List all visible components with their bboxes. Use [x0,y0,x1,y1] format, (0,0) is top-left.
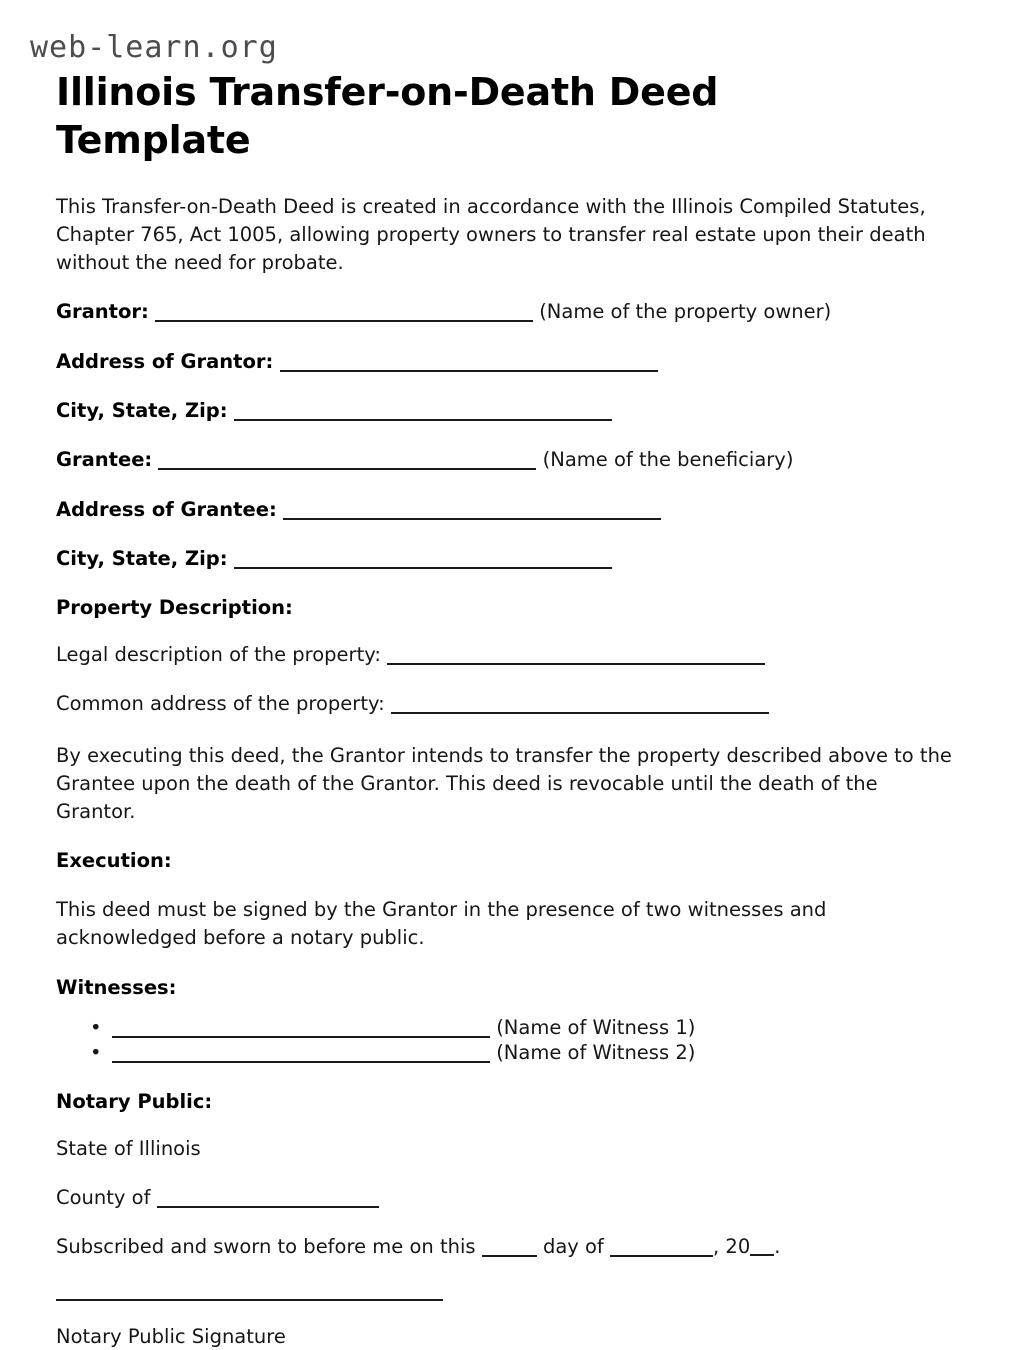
field-grantor-input-line[interactable] [155,304,533,322]
sworn-prefix-text: Subscribed and sworn to before me on this [56,1235,476,1259]
notary-state-line: State of Illinois [56,1136,201,1160]
field-grantee-city [56,545,961,572]
intent-paragraph: By executing this deed, the Grantor intends to transfer the property described above to the Grantee upon the death of the Grantor. This deed is revocable until the death of the Grantor. [56,743,952,823]
section-heading-notary-public: Notary Public: [56,1089,213,1113]
field-grantor-city-input-line[interactable] [234,403,612,421]
sworn-mid-text: day of [542,1235,604,1259]
section-heading-witnesses: Witnesses: [56,976,177,1000]
field-day-input-line[interactable] [482,1240,537,1257]
notary-signature-caption: Notary Public Signature [56,1324,286,1348]
sworn-end-text: . [774,1235,781,1259]
field-year-input-line[interactable] [750,1239,774,1256]
field-grantor-city [56,397,961,424]
field-county-label: County of [56,1186,151,1210]
field-county-input-line[interactable] [157,1190,379,1208]
page-title: Illinois Transfer-on-Death Deed Template [56,70,719,162]
field-grantor-city-label: City, State, Zip: [56,398,228,422]
list-item [90,1015,961,1040]
field-common-address-input-line[interactable] [391,696,769,714]
field-witness-1-input-line[interactable] [112,1020,490,1038]
site-watermark: web-learn.org [30,30,278,65]
field-legal-description [56,641,961,668]
sworn-statement [56,1233,961,1260]
notary-signature-line[interactable] [56,1299,443,1301]
field-grantor-label: Grantor: [56,300,149,324]
field-grantor-address-label: Address of Grantor: [56,349,274,373]
field-month-input-line[interactable] [610,1240,713,1257]
field-grantor [56,298,961,325]
execution-paragraph: This deed must be signed by the Grantor in the presence of two witnesses and acknowledged before a notary public. [56,898,827,950]
intro-paragraph: This Transfer-on-Death Deed is created in accordance with the Illinois Compiled Statutes, Chapter 765, Act 1005, allowing property owners to transfer real estate upon their death without the need for probate. [56,194,926,274]
section-heading-execution: Execution: [56,849,172,873]
field-grantor-address [56,348,961,375]
witness-list [56,1015,961,1066]
bullet-icon: • [90,1041,102,1065]
field-grantee-label: Grantee: [56,448,153,472]
field-common-address [56,690,961,717]
field-grantee-hint: (Name of the beneficiary) [542,448,794,472]
field-grantee-input-line[interactable] [158,452,536,470]
field-common-address-label: Common address of the property: [56,692,385,716]
sworn-year-prefix: , 20 [713,1235,751,1259]
field-grantee-city-input-line[interactable] [234,551,612,569]
field-grantee-city-label: City, State, Zip: [56,546,228,570]
field-legal-description-input-line[interactable] [387,647,765,665]
list-item [90,1040,961,1065]
section-heading-property-description: Property Description: [56,596,293,620]
field-witness-2-input-line[interactable] [112,1045,490,1063]
field-witness-1-hint: (Name of Witness 1) [496,1016,696,1040]
field-grantee-address [56,496,961,523]
field-grantor-address-input-line[interactable] [280,354,658,372]
field-witness-2-hint: (Name of Witness 2) [496,1041,696,1065]
field-grantee-address-input-line[interactable] [283,502,661,520]
field-grantor-hint: (Name of the property owner) [539,300,832,324]
bullet-icon: • [90,1016,102,1040]
field-grantee-address-label: Address of Grantee: [56,497,277,521]
field-county [56,1184,961,1211]
field-legal-description-label: Legal description of the property: [56,643,381,667]
field-grantee [56,446,961,473]
